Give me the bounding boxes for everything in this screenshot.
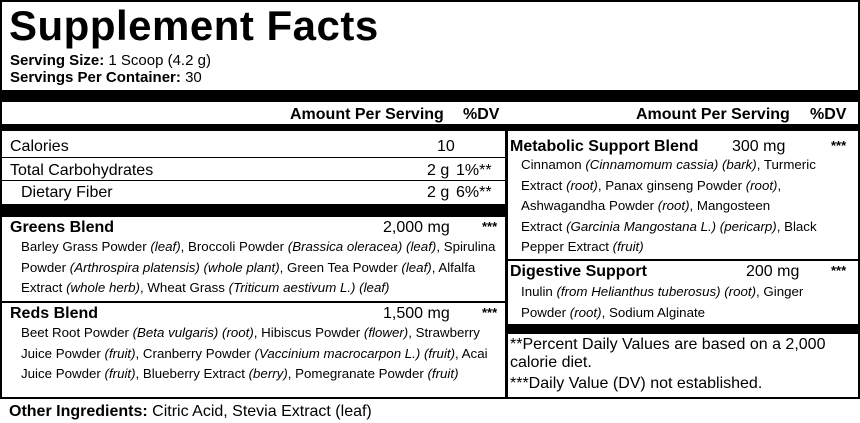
greens-blend-name: Greens Blend <box>10 219 115 236</box>
serving-size-label: Serving Size: <box>10 52 105 69</box>
row-divider <box>2 180 505 181</box>
footnote-dv-not-established: ***Daily Value (DV) not established. <box>510 375 763 392</box>
right-dv-header: %DV <box>810 106 847 123</box>
reds-blend-line: Beet Root Powder (Beta vulgaris) (root), Hibiscus Powder (flower), Strawberry <box>21 325 480 340</box>
digestive-blend-amount: 200 mg <box>746 263 800 280</box>
greens-blend-dv: *** <box>482 219 498 234</box>
total-carbohydrates-amount: 2 g <box>427 162 450 179</box>
metabolic-blend-ingredients <box>521 155 817 258</box>
column-divider <box>505 124 508 399</box>
digestive-blend-name: Digestive Support <box>510 263 647 280</box>
dietary-fiber-label: Dietary Fiber <box>21 184 113 201</box>
reds-blend-amount: 1,500 mg <box>383 305 450 322</box>
metabolic-blend-line: Ashwagandha Powder (root), Mangosteen <box>521 198 771 213</box>
servings-per-container-value: 30 <box>185 69 202 86</box>
digestive-blend-line: Inulin (from Helianthus tuberosus) (root), Ginger <box>521 284 804 299</box>
metabolic-blend-name: Metabolic Support Blend <box>510 138 699 155</box>
metabolic-blend-amount: 300 mg <box>732 138 786 155</box>
left-amount-header: Amount Per Serving <box>290 106 444 123</box>
total-carbohydrates-label: Total Carbohydrates <box>10 162 154 179</box>
dietary-fiber-dv: 6%** <box>456 184 492 201</box>
serving-size-value: 1 Scoop (4.2 g) <box>108 52 211 69</box>
other-ingredients-label: Other Ingredients: <box>9 403 148 420</box>
greens-blend-line: Powder (Arthrospira platensis) (whole plant), Green Tea Powder (leaf), Alfalfa <box>21 259 476 275</box>
metabolic-blend-line: Pepper Extract (fruit) <box>521 239 644 254</box>
metabolic-blend-line: Cinnamon (Cinnamomum cassia) (bark), Turmeric <box>521 157 816 172</box>
digestive-blend-dv: *** <box>831 263 847 278</box>
footnote-calorie-diet: calorie diet. <box>510 354 592 371</box>
other-ingredients-value: Citric Acid, Stevia Extract (leaf) <box>152 403 372 420</box>
reds-blend-ingredients <box>21 323 488 385</box>
metabolic-blend-line: Extract (Garcinia Mangostana L.) (pericarp), Black <box>521 218 817 234</box>
reds-blend-name: Reds Blend <box>10 305 99 322</box>
reds-blend-dv: *** <box>482 305 498 320</box>
servings-per-container-label: Servings Per Container: <box>10 69 181 86</box>
right-amount-header: Amount Per Serving <box>636 106 790 123</box>
footnote-percent-dv: **Percent Daily Values are based on a 2,000 <box>510 336 826 353</box>
serving-size <box>10 52 211 69</box>
thick-divider-right <box>508 324 858 334</box>
calories-amount: 10 <box>437 138 455 155</box>
row-divider <box>2 301 505 303</box>
left-dv-header: %DV <box>463 106 500 123</box>
dietary-fiber-amount: 2 g <box>427 184 450 201</box>
greens-blend-line: Barley Grass Powder (leaf), Broccoli Powder (Brassica oleracea) (leaf), Spirulina <box>21 239 496 254</box>
metabolic-blend-line: Extract (root), Panax ginseng Powder (root), <box>521 177 782 193</box>
digestive-blend-ingredients <box>521 282 803 323</box>
panel-title: Supplement Facts <box>9 2 379 49</box>
row-divider <box>508 259 858 261</box>
calories-label: Calories <box>10 138 69 155</box>
greens-blend-line: Extract (whole herb), Wheat Grass (Triticum aestivum L.) (leaf) <box>21 280 390 295</box>
thick-divider-left <box>2 204 505 217</box>
metabolic-blend-dv: *** <box>831 138 847 153</box>
thick-divider-header <box>2 124 858 131</box>
other-ingredients <box>9 403 372 421</box>
reds-blend-line: Juice Powder (fruit), Cranberry Powder (Vaccinium macrocarpon L.) (fruit), Acai <box>21 345 488 361</box>
greens-blend-ingredients <box>21 237 495 299</box>
greens-blend-amount: 2,000 mg <box>383 219 450 236</box>
reds-blend-line: Juice Powder (fruit), Blueberry Extract (berry), Pomegranate Powder (fruit) <box>21 366 459 381</box>
row-divider <box>2 157 505 158</box>
thick-divider-top <box>2 90 858 102</box>
total-carbohydrates-dv: 1%** <box>456 162 492 179</box>
digestive-blend-line: Powder (root), Sodium Alginate <box>521 304 706 320</box>
servings-per-container <box>10 69 202 86</box>
